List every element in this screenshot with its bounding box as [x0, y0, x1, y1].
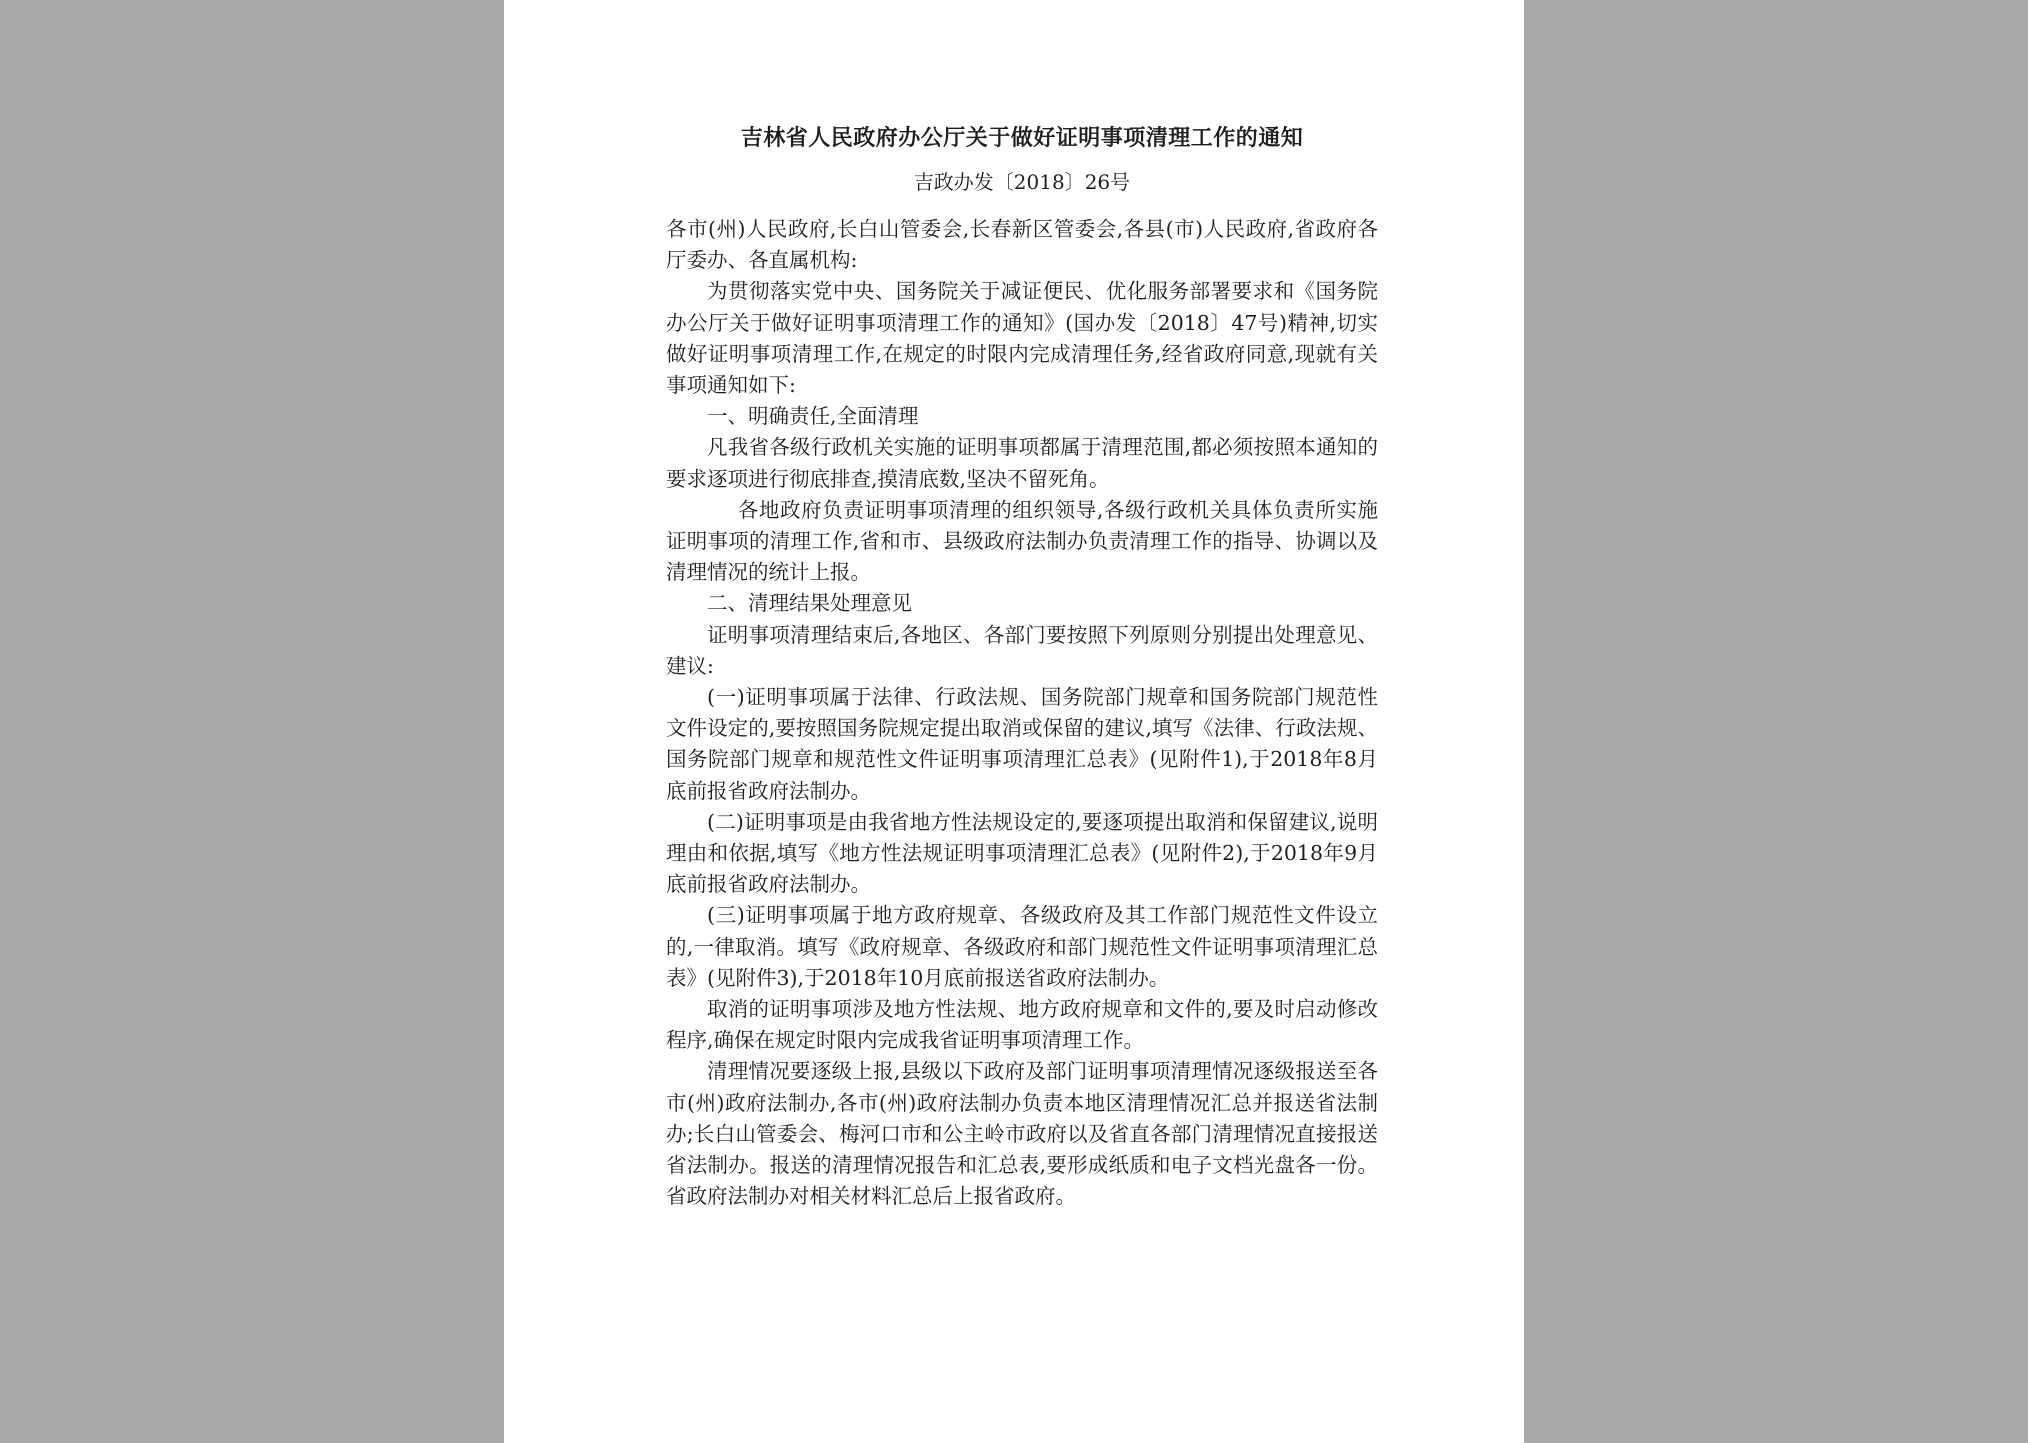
body-paragraph: 凡我省各级行政机关实施的证明事项都属于清理范围,都必须按照本通知的要求逐项进行彻底排查,摸清底数,坚决不留死角。 — [666, 435, 1378, 491]
list-item: (二)证明事项是由我省地方性法规设定的,要逐项提出取消和保留建议,说明理由和依据,填写《地方性法规证明事项清理汇总表》(见附件2),于2018年9月底前报省政府法制办。 — [666, 809, 1378, 897]
document-page — [504, 0, 1524, 1443]
list-item: (一)证明事项属于法律、行政法规、国务院部门规章和国务院部门规范性文件设定的,要按照国务院规定提出取消或保留的建议,填写《法律、行政法规、国务院部门规章和规范性文件证明事项清理汇总表》(见附件1),于2018年8月底前报省政府法制办。 — [666, 685, 1378, 803]
body-paragraph: 证明事项清理结束后,各地区、各部门要按照下列原则分别提出处理意见、建议: — [666, 622, 1378, 678]
section-heading: 二、清理结果处理意见 — [707, 591, 912, 616]
section-heading: 一、明确责任,全面清理 — [707, 404, 919, 429]
addressee-paragraph: 各市(州)人民政府,长白山管委会,长春新区管委会,各县(市)人民政府,省政府各厅委办、各直属机构: — [666, 217, 1378, 273]
body-paragraph: 各地政府负责证明事项清理的组织领导,各级行政机关具体负责所实施证明事项的清理工作,省和市、县级政府法制办负责清理工作的指导、协调以及清理情况的统计上报。 — [666, 497, 1378, 585]
document-number: 吉政办发〔2018〕26号 — [913, 170, 1131, 194]
body-paragraph: 清理情况要逐级上报,县级以下政府及部门证明事项清理情况逐级报送至各市(州)政府法制办,各市(州)政府法制办负责本地区清理情况汇总并报送省法制办;长白山管委会、梅河口市和公主岭市政府以及省直各部门清理情况直接报送省法制办。报送的清理情况报告和汇总表,要形成纸质和电子文档光盘各一份。省政府法制办对相关材料汇总后上报省政府。 — [666, 1059, 1378, 1209]
document-body — [666, 118, 1378, 1213]
body-paragraph: 为贯彻落实党中央、国务院关于减证便民、优化服务部署要求和《国务院办公厅关于做好证明事项清理工作的通知》(国办发〔2018〕47号)精神,切实做好证明事项清理工作,在规定的时限内完成清理任务,经省政府同意,现就有关事项通知如下: — [666, 279, 1378, 398]
body-paragraph: 取消的证明事项涉及地方性法规、地方政府规章和文件的,要及时启动修改程序,确保在规定时限内完成我省证明事项清理工作。 — [666, 997, 1378, 1053]
list-item: (三)证明事项属于地方政府规章、各级政府及其工作部门规范性文件设立的,一律取消。填写《政府规章、各级政府和部门规范性文件证明事项清理汇总表》(见附件3),于2018年10月底前报送省政府法制办。 — [666, 903, 1378, 990]
document-title: 吉林省人民政府办公厅关于做好证明事项清理工作的通知 — [740, 125, 1304, 151]
